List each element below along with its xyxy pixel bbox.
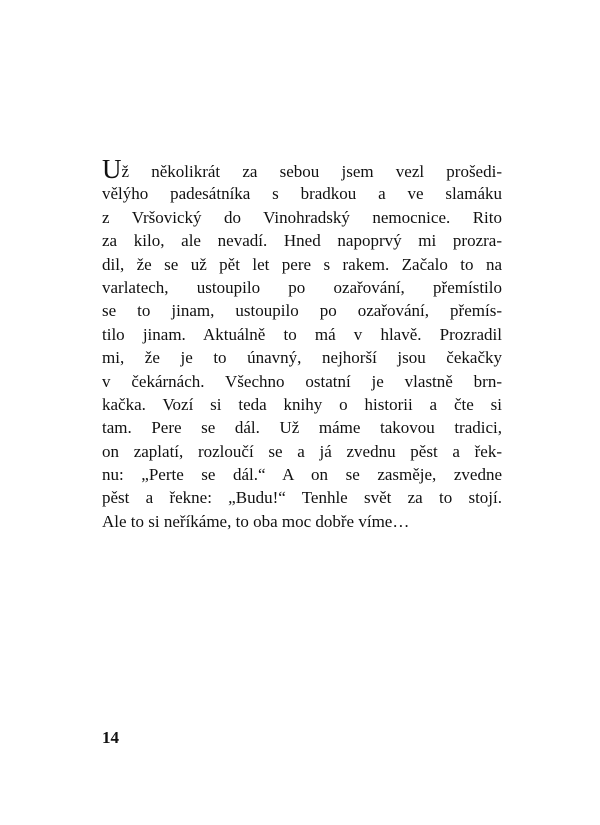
paragraph-line: se to jinam, ustoupilo po ozařování, přemís- xyxy=(102,301,502,321)
paragraph-line: tilo jinam. Aktuálně to má v hlavě. Prozradil xyxy=(102,324,502,344)
page-number: 14 xyxy=(102,728,119,747)
paragraph-line: varlatech, ustoupilo po ozařování, přemístilo xyxy=(102,277,502,297)
paragraph-line: nu: „Perte se dál.“ A on se zasměje, zvedne xyxy=(102,465,502,485)
paragraph-line: vělýho padesátníka s bradkou a ve slamáku xyxy=(102,184,502,204)
paragraph-line: z Vršovický do Vinohradský nemocnice. Rito xyxy=(102,207,502,227)
paragraph-line: v čekárnách. Všechno ostatní je vlastně brn- xyxy=(102,371,502,391)
body-paragraph xyxy=(102,154,502,533)
initial-letter: U xyxy=(102,154,122,184)
paragraph-line: pěst a řekne: „Budu!“ Tenhle svět za to stojí. xyxy=(102,488,502,508)
paragraph-line: za kilo, ale nevadí. Hned napoprvý mi prozra- xyxy=(102,231,502,251)
paragraph-line: tam. Pere se dál. Už máme takovou tradici, xyxy=(102,418,502,438)
paragraph-line-1 xyxy=(102,154,502,184)
paragraph-line: mi, že je to únavný, nejhorší jsou čekačky xyxy=(102,348,502,368)
first-line-text: ž několikrát za sebou jsem vezl prošedi- xyxy=(121,162,502,181)
paragraph-last-line: Ale to si neříkáme, to oba moc dobře víme… xyxy=(102,511,410,531)
paragraph-line: kačka. Vozí si teda knihy o historii a čte si xyxy=(102,394,502,414)
paragraph-line: on zaplatí, rozloučí se a já zvednu pěst a řek- xyxy=(102,441,502,461)
paragraph-line: dil, že se už pět let pere s rakem. Začalo to na xyxy=(102,254,502,274)
